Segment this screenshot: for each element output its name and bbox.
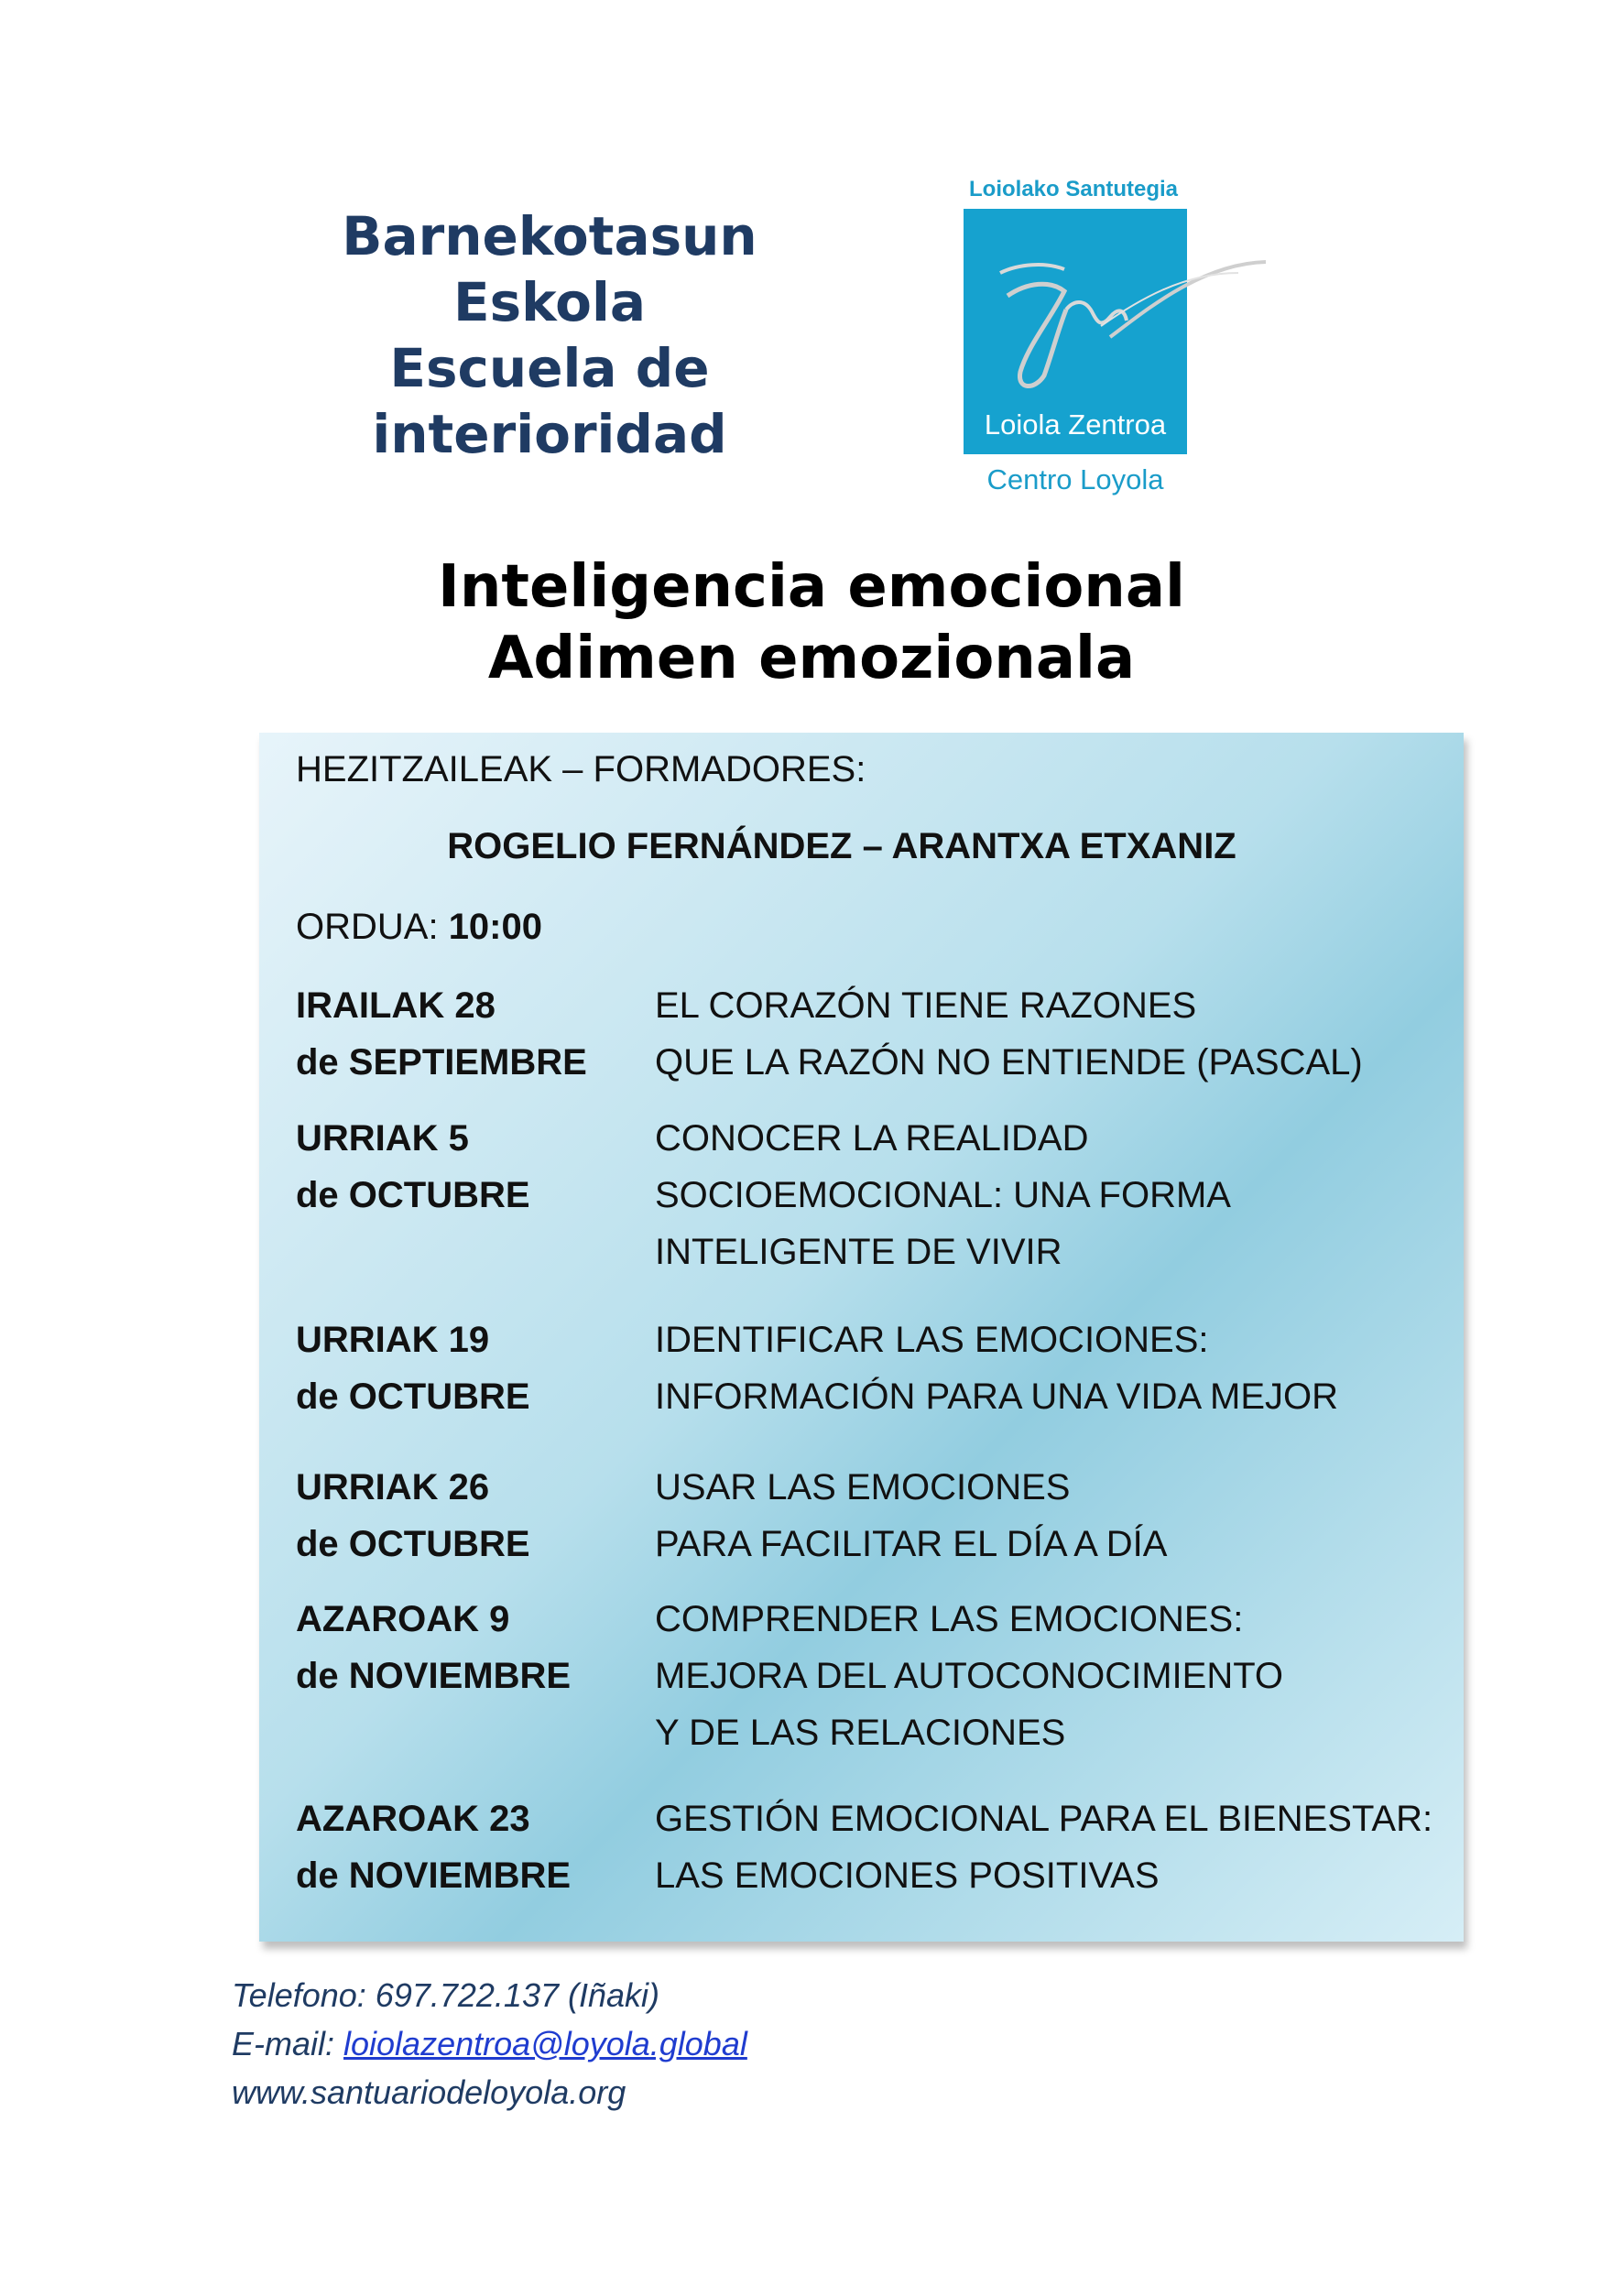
course-title <box>275 551 1348 694</box>
session-date-eu: URRIAK 26 <box>296 1467 490 1507</box>
school-title-line: Barnekotasun <box>342 205 757 267</box>
centro-loyola-logo <box>953 172 1282 502</box>
session-date-eu: URRIAK 19 <box>296 1320 490 1360</box>
contact-block <box>232 1971 747 2116</box>
session-date-eu: URRIAK 5 <box>296 1118 469 1159</box>
session-topic-line: QUE LA RAZÓN NO ENTIENDE (PASCAL) <box>655 1042 1363 1083</box>
school-title <box>311 203 788 467</box>
session-date-es: de NOVIEMBRE <box>296 1855 572 1896</box>
session-topic <box>655 1591 1283 1761</box>
contact-email-line <box>232 2019 747 2068</box>
session-topic-line: MEJORA DEL AUTOCONOCIMIENTO <box>655 1656 1284 1696</box>
time-label: ORDUA: <box>296 907 449 947</box>
logo-top-text: Loiolako Santutegia <box>969 177 1179 201</box>
session-date-eu: AZAROAK 23 <box>296 1799 530 1839</box>
contact-website: www.santuariodeloyola.org <box>232 2073 626 2111</box>
session-date-es: de SEPTIEMBRE <box>296 1042 587 1083</box>
session-topic-line: INTELIGENTE DE VIVIR <box>655 1232 1062 1272</box>
session-date-es: de OCTUBRE <box>296 1524 530 1564</box>
session-date-es: de OCTUBRE <box>296 1175 530 1215</box>
session-topic-line: SOCIOEMOCIONAL: UNA FORMA <box>655 1175 1231 1215</box>
session-topic-line: CONOCER LA REALIDAD <box>655 1118 1089 1159</box>
session-topic-line: LAS EMOCIONES POSITIVAS <box>655 1855 1160 1896</box>
school-title-line: interioridad <box>372 403 727 465</box>
school-title-line: Escuela de <box>389 337 710 399</box>
session-topic-line: GESTIÓN EMOCIONAL PARA EL BIENESTAR: <box>655 1799 1433 1839</box>
contact-phone: Telefono: 697.722.137 (Iñaki) <box>232 1976 660 2014</box>
school-title-line: Eskola <box>452 271 647 333</box>
email-label: E-mail: <box>232 2025 344 2062</box>
session-topic-line: IDENTIFICAR LAS EMOCIONES: <box>655 1320 1209 1360</box>
session-date-es: de OCTUBRE <box>296 1377 530 1417</box>
session-date <box>296 1459 530 1572</box>
logo-box <box>964 209 1187 454</box>
session-date <box>296 1591 571 1704</box>
session-topic-line: EL CORAZÓN TIENE RAZONES <box>655 985 1197 1026</box>
logo-name: Loiola Zentroa <box>984 408 1167 441</box>
logo-subname: Centro Loyola <box>986 463 1164 495</box>
session-date <box>296 1790 571 1904</box>
session-topic-line: USAR LAS EMOCIONES <box>655 1467 1071 1507</box>
course-title-line2: Adimen emozionala <box>487 625 1136 692</box>
session-date <box>296 977 587 1091</box>
session-date-eu: IRAILAK 28 <box>296 985 496 1026</box>
session-topic-line: PARA FACILITAR EL DÍA A DÍA <box>655 1524 1168 1564</box>
session-topic-line: INFORMACIÓN PARA UNA VIDA MEJOR <box>655 1377 1339 1417</box>
session-date-eu: AZAROAK 9 <box>296 1599 510 1639</box>
session-date-es: de NOVIEMBRE <box>296 1656 572 1696</box>
session-topic <box>655 1311 1338 1425</box>
session-date <box>296 1110 530 1224</box>
session-topic <box>655 1110 1231 1280</box>
info-panel <box>259 733 1464 1942</box>
session-date <box>296 1311 530 1425</box>
session-topic <box>655 1790 1432 1904</box>
time-line <box>296 907 542 948</box>
email-link[interactable]: loiolazentroa@loyola.global <box>343 2025 747 2062</box>
session-topic-line: COMPRENDER LAS EMOCIONES: <box>655 1599 1244 1639</box>
session-topic <box>655 977 1363 1091</box>
time-value: 10:00 <box>448 907 542 947</box>
trainers-label: HEZITZAILEAK – FORMADORES: <box>296 749 866 789</box>
session-topic <box>655 1459 1167 1572</box>
course-title-line1: Inteligencia emocional <box>438 553 1185 621</box>
trainers-names: ROGELIO FERNÁNDEZ – ARANTXA ETXANIZ <box>447 826 1236 866</box>
session-topic-line: Y DE LAS RELACIONES <box>655 1713 1066 1753</box>
